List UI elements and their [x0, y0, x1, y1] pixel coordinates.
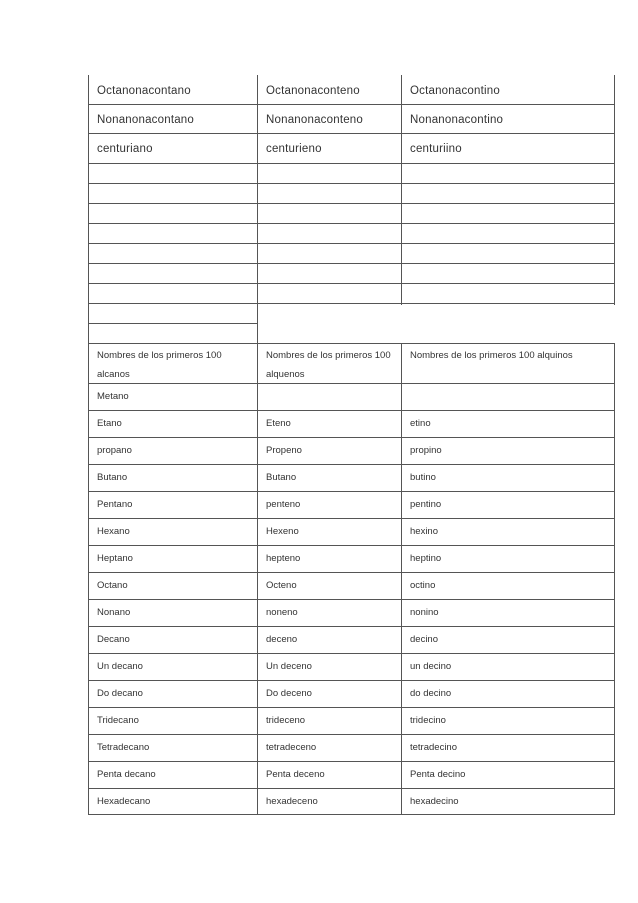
table-cell: Nonanonacontino — [410, 114, 504, 126]
table-border — [88, 163, 615, 164]
table-border — [88, 263, 615, 264]
column-header-alquenos: Nombres de los primeros 100 alquenos — [266, 350, 391, 380]
table-cell: centurieno — [266, 143, 322, 155]
table-cell: trideceno — [266, 715, 306, 726]
table-border — [88, 183, 615, 184]
table-cell: Hexano — [97, 526, 130, 537]
table-border — [88, 243, 615, 244]
table-border — [88, 203, 615, 204]
table-cell: Metano — [97, 391, 129, 402]
table-cell: hexino — [410, 526, 438, 537]
table-cell: centuriano — [97, 143, 153, 155]
table-cell: centuriino — [410, 143, 462, 155]
table-cell — [402, 384, 614, 410]
table-border — [257, 303, 258, 345]
table-cell: tetradecino — [410, 742, 458, 753]
table-cell: do decino — [410, 688, 452, 699]
table-cell: Un decano — [97, 661, 143, 672]
table-border — [614, 75, 615, 305]
table-border — [88, 814, 615, 815]
table-cell: Octano — [97, 580, 128, 591]
table-cell: Propeno — [266, 445, 302, 456]
table-cell: Penta decano — [97, 769, 156, 780]
table-cell: noneno — [266, 607, 298, 618]
table-cell: Un deceno — [266, 661, 312, 672]
table-cell: Octanonacontino — [410, 85, 500, 97]
table-cell: tridecino — [410, 715, 446, 726]
table-cell: Butano — [97, 472, 128, 483]
table-border — [88, 323, 258, 324]
table-cell: Nonano — [97, 607, 131, 618]
table-cell: Nonanonaconteno — [266, 114, 363, 126]
table-cell: etino — [410, 418, 431, 429]
table-border — [88, 223, 615, 224]
table-cell: Octanonaconteno — [266, 85, 360, 97]
table-cell: Do decano — [97, 688, 143, 699]
table-cell: Hexeno — [266, 526, 299, 537]
table-cell: heptino — [410, 553, 442, 564]
table-cell: Tetradecano — [97, 742, 150, 753]
table-cell: propano — [97, 445, 132, 456]
table-cell: butino — [410, 472, 436, 483]
table-cell: penteno — [266, 499, 301, 510]
table-cell: tetradeceno — [266, 742, 317, 753]
table-cell: un decino — [410, 661, 452, 672]
table-cell: Octanonacontano — [97, 85, 191, 97]
table-cell: propino — [410, 445, 442, 456]
table-cell: hexadecino — [410, 796, 459, 807]
table-cell: Tridecano — [97, 715, 139, 726]
table-cell: Penta decino — [410, 769, 466, 780]
table-cell: Decano — [97, 634, 130, 645]
table-cell: Nonanonacontano — [97, 114, 194, 126]
table-cell: Do deceno — [266, 688, 312, 699]
table-cell: decino — [410, 634, 438, 645]
table-cell: Octeno — [266, 580, 297, 591]
table-cell: hepteno — [266, 553, 301, 564]
table-cell: Butano — [266, 472, 297, 483]
table-cell — [258, 384, 401, 410]
table-cell: Hexadecano — [97, 796, 151, 807]
column-header-alquinos: Nombres de los primeros 100 alquinos — [410, 350, 573, 361]
table-cell: octino — [410, 580, 436, 591]
table-cell: pentino — [410, 499, 442, 510]
column-header-alcanos: Nombres de los primeros 100 alcanos — [97, 350, 222, 380]
table-border — [614, 343, 615, 815]
table-cell: Penta deceno — [266, 769, 325, 780]
table-cell: deceno — [266, 634, 298, 645]
table-border — [88, 303, 615, 304]
table-cell: Heptano — [97, 553, 133, 564]
table-border — [88, 283, 615, 284]
table-cell: hexadeceno — [266, 796, 318, 807]
table-cell: Eteno — [266, 418, 291, 429]
table-cell: Etano — [97, 418, 122, 429]
table-cell: nonino — [410, 607, 439, 618]
table-cell: Pentano — [97, 499, 133, 510]
